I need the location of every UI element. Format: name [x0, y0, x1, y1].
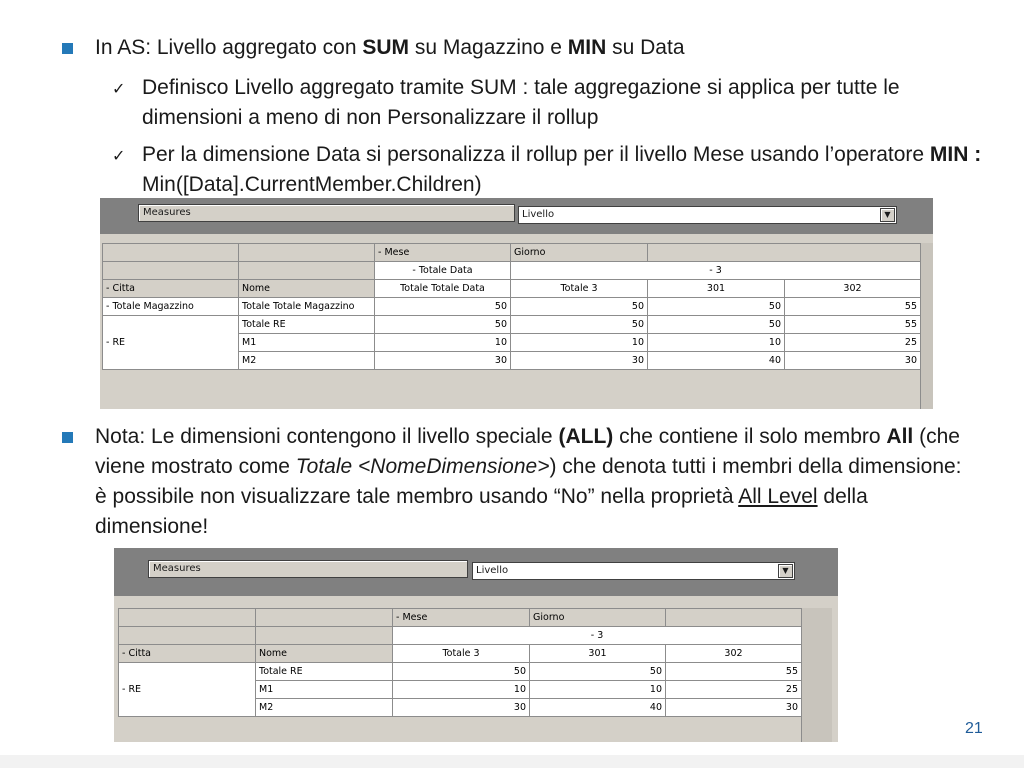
blank-cell: [256, 609, 393, 627]
measures-field[interactable]: Measures: [138, 204, 515, 222]
checkmark-icon: ✓: [112, 81, 126, 98]
value-cell: 55: [666, 663, 802, 681]
value-cell: 55: [785, 298, 921, 316]
value-cell: 50: [375, 298, 511, 316]
value-cell: 40: [530, 699, 666, 717]
scrollbar[interactable]: [920, 243, 933, 409]
blank-cell: [103, 262, 239, 280]
value-cell: 10: [648, 334, 785, 352]
bullet-2-text: Nota: Le dimensioni contengono il livello speciale (ALL) che contiene il solo membro All (che viene mostrato come Totale <NomeDimensione>) che denota tutti i membri della dimensione: è possibile non visualizzare tale membro usando “No” nella proprietà All Level della dimensione!: [95, 425, 962, 538]
value-cell: 30: [393, 699, 530, 717]
pivot-table-1: [102, 243, 921, 370]
value-cell: 55: [785, 316, 921, 334]
row-dim-nome[interactable]: Nome: [256, 645, 393, 663]
value-cell: 10: [530, 681, 666, 699]
level-combo-value: Livello: [522, 209, 555, 220]
month-3-header[interactable]: - 3: [393, 627, 802, 645]
page-number: 21: [965, 720, 983, 737]
value-cell: 50: [648, 298, 785, 316]
blank-cell: [648, 244, 921, 262]
bullet-1-text: In AS: Livello aggregato con SUM su Magazzino e MIN su Data: [95, 36, 685, 59]
scrollbar[interactable]: [801, 608, 832, 742]
row-label: Totale RE: [256, 663, 393, 681]
blank-cell: [256, 627, 393, 645]
row-label: M1: [239, 334, 375, 352]
value-cell: 50: [511, 316, 648, 334]
footer-band: [0, 755, 1024, 768]
table-row: [103, 316, 921, 334]
sub-bullet-2-text: Per la dimensione Data si personalizza il rollup per il livello Mese usando l’operatore MIN : Min([Data].CurrentMember.Children): [142, 143, 982, 196]
blank-cell: [119, 609, 256, 627]
level-combo[interactable]: [472, 562, 795, 580]
totale-data-header[interactable]: - Totale Data: [375, 262, 511, 280]
chevron-down-icon[interactable]: ▼: [778, 564, 793, 578]
row-label: M2: [256, 699, 393, 717]
blank-cell: [239, 244, 375, 262]
row-group-label[interactable]: - Totale Magazzino: [103, 298, 239, 316]
value-cell: 30: [511, 352, 648, 370]
level-combo[interactable]: [518, 206, 897, 224]
column-header: 301: [530, 645, 666, 663]
value-cell: 10: [511, 334, 648, 352]
column-header: Totale 3: [511, 280, 648, 298]
blank-cell: [666, 609, 802, 627]
blank-cell: [239, 262, 375, 280]
value-cell: 25: [666, 681, 802, 699]
sub-bullet-1-text: Definisco Livello aggregato tramite SUM : tale aggregazione si applica per tutte le dimensioni a meno di non Personalizzare il rollup: [142, 76, 900, 129]
column-header: 302: [785, 280, 921, 298]
value-cell: 30: [375, 352, 511, 370]
value-cell: 40: [648, 352, 785, 370]
col-dim-giorno[interactable]: Giorno: [511, 244, 648, 262]
blank-cell: [103, 244, 239, 262]
row-group-label[interactable]: - RE: [119, 663, 256, 717]
col-dim-giorno[interactable]: Giorno: [530, 609, 666, 627]
value-cell: 10: [393, 681, 530, 699]
row-dim-nome[interactable]: Nome: [239, 280, 375, 298]
column-header: 302: [666, 645, 802, 663]
measures-field[interactable]: Measures: [148, 560, 468, 578]
value-cell: 30: [785, 352, 921, 370]
value-cell: 30: [666, 699, 802, 717]
row-label: Totale RE: [239, 316, 375, 334]
column-header: Totale 3: [393, 645, 530, 663]
value-cell: 50: [530, 663, 666, 681]
value-cell: 50: [511, 298, 648, 316]
column-header: 301: [648, 280, 785, 298]
pivot-table-2: [118, 608, 802, 717]
row-label: Totale Totale Magazzino: [239, 298, 375, 316]
bullet-square-icon: [62, 432, 73, 443]
blank-cell: [119, 627, 256, 645]
row-dim-citta[interactable]: - Citta: [119, 645, 256, 663]
col-dim-mese[interactable]: - Mese: [393, 609, 530, 627]
col-dim-mese[interactable]: - Mese: [375, 244, 511, 262]
value-cell: 25: [785, 334, 921, 352]
row-dim-citta[interactable]: - Citta: [103, 280, 239, 298]
level-combo-value: Livello: [476, 565, 509, 576]
month-3-header[interactable]: - 3: [511, 262, 921, 280]
table-row: [119, 663, 802, 681]
column-header: Totale Totale Data: [375, 280, 511, 298]
value-cell: 50: [648, 316, 785, 334]
bullet-square-icon: [62, 43, 73, 54]
value-cell: 50: [375, 316, 511, 334]
checkmark-icon: ✓: [112, 148, 126, 165]
value-cell: 10: [375, 334, 511, 352]
olap-screenshot-1: [100, 198, 933, 409]
row-group-label[interactable]: - RE: [103, 316, 239, 370]
chevron-down-icon[interactable]: ▼: [880, 208, 895, 222]
table-row: [103, 298, 921, 316]
row-label: M2: [239, 352, 375, 370]
row-label: M1: [256, 681, 393, 699]
value-cell: 50: [393, 663, 530, 681]
olap-screenshot-2: [114, 548, 838, 742]
